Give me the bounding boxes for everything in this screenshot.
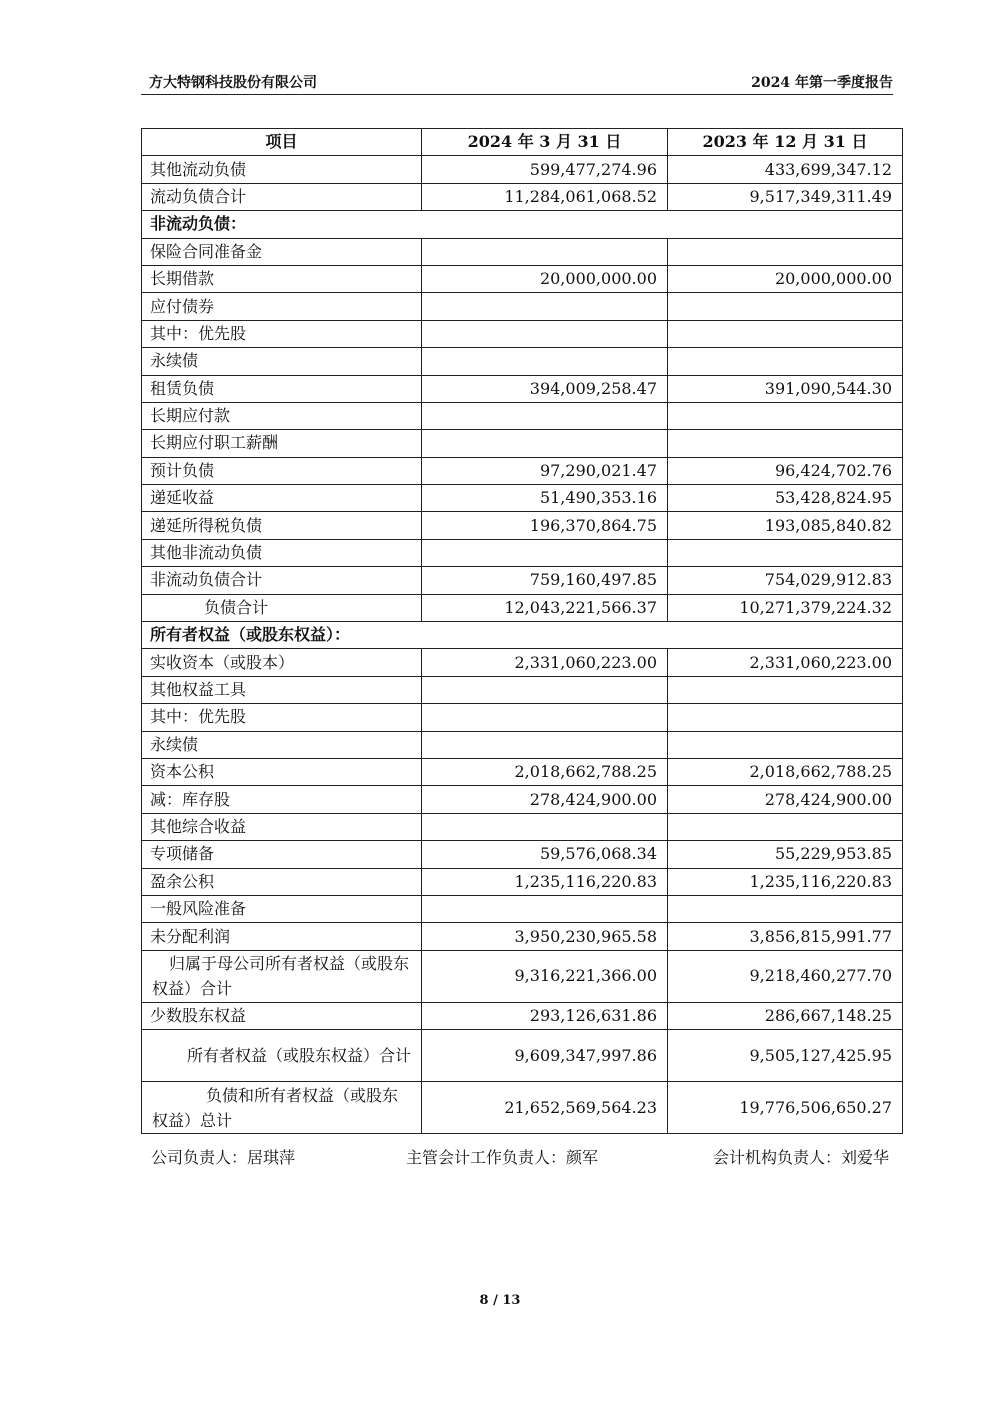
row-value-2024: 59,576,068.34 (422, 841, 668, 868)
row-value-2023: 19,776,506,650.27 (668, 1082, 903, 1134)
company-name: 方大特钢科技股份有限公司 (149, 75, 317, 91)
row-value-2023 (668, 402, 903, 429)
section-row (142, 211, 903, 238)
row-value-2024 (422, 348, 668, 375)
row-label: 归属于母公司所有者权益（或股东权益）合计 (142, 950, 422, 1002)
table-row (142, 539, 903, 566)
row-value-2023: 2,331,060,223.00 (668, 649, 903, 676)
section-row (142, 622, 903, 649)
row-label: 永续债 (142, 731, 422, 758)
table-row (142, 402, 903, 429)
row-label: 资本公积 (142, 758, 422, 785)
row-value-2024: 196,370,864.75 (422, 512, 668, 539)
accounting-head-signature: 主管会计工作负责人：颜军 (406, 1148, 599, 1167)
row-label: 未分配利润 (142, 923, 422, 950)
row-value-2024 (422, 676, 668, 703)
row-label: 其他权益工具 (142, 676, 422, 703)
row-value-2024: 20,000,000.00 (422, 265, 668, 292)
row-label: 永续债 (142, 348, 422, 375)
row-value-2023: 20,000,000.00 (668, 265, 903, 292)
table-row (142, 1030, 903, 1082)
row-value-2024: 9,609,347,997.86 (422, 1030, 668, 1082)
row-value-2023: 433,699,347.12 (668, 156, 903, 183)
row-value-2023 (668, 320, 903, 347)
row-value-2023 (668, 813, 903, 840)
table-row (142, 676, 903, 703)
column-header-item: 项目 (142, 129, 422, 156)
row-value-2023: 278,424,900.00 (668, 786, 903, 813)
table-row (142, 457, 903, 484)
row-value-2024: 9,316,221,366.00 (422, 950, 668, 1002)
row-value-2023 (668, 895, 903, 922)
table-row (142, 485, 903, 512)
table-row (142, 649, 903, 676)
row-label: 其中：优先股 (142, 320, 422, 347)
row-value-2023 (668, 238, 903, 265)
row-value-2023: 55,229,953.85 (668, 841, 903, 868)
row-label: 租赁负债 (142, 375, 422, 402)
table-row (142, 375, 903, 402)
row-label: 应付债券 (142, 293, 422, 320)
row-value-2024 (422, 430, 668, 457)
table-row (142, 1082, 903, 1134)
table-row (142, 731, 903, 758)
table-row (142, 320, 903, 347)
row-label: 负债合计 (142, 594, 422, 621)
row-value-2024 (422, 895, 668, 922)
table-row (142, 895, 903, 922)
row-value-2023: 2,018,662,788.25 (668, 758, 903, 785)
row-label: 其他流动负债 (142, 156, 422, 183)
row-value-2023 (668, 704, 903, 731)
row-value-2024: 21,652,569,564.23 (422, 1082, 668, 1134)
row-label: 减：库存股 (142, 786, 422, 813)
row-value-2024: 3,950,230,965.58 (422, 923, 668, 950)
table-row (142, 183, 903, 210)
row-label: 负债和所有者权益（或股东权益）总计 (142, 1082, 422, 1134)
row-value-2023 (668, 731, 903, 758)
row-value-2023 (668, 539, 903, 566)
row-label: 长期借款 (142, 265, 422, 292)
row-label: 所有者权益（或股东权益）合计 (142, 1030, 422, 1082)
table-row (142, 758, 903, 785)
company-head-signature: 公司负责人：居琪萍 (151, 1148, 296, 1167)
row-value-2024: 2,018,662,788.25 (422, 758, 668, 785)
table-row (142, 1002, 903, 1029)
row-value-2023 (668, 348, 903, 375)
row-label: 保险合同准备金 (142, 238, 422, 265)
row-value-2023: 1,235,116,220.83 (668, 868, 903, 895)
row-label: 专项储备 (142, 841, 422, 868)
page-header (141, 72, 893, 95)
table-row (142, 813, 903, 840)
row-label: 实收资本（或股本） (142, 649, 422, 676)
row-value-2024: 759,160,497.85 (422, 567, 668, 594)
row-value-2023: 9,218,460,277.70 (668, 950, 903, 1002)
row-value-2024: 278,424,900.00 (422, 786, 668, 813)
row-label: 长期应付职工薪酬 (142, 430, 422, 457)
table-row (142, 567, 903, 594)
row-value-2023 (668, 676, 903, 703)
table-row (142, 348, 903, 375)
table-row (142, 868, 903, 895)
row-label: 盈余公积 (142, 868, 422, 895)
table-row (142, 430, 903, 457)
section-title: 非流动负债： (142, 211, 903, 238)
column-header-2023: 2023 年 12 月 31 日 (668, 129, 903, 156)
row-label: 其他综合收益 (142, 813, 422, 840)
row-value-2024 (422, 238, 668, 265)
row-value-2024 (422, 539, 668, 566)
row-value-2024: 12,043,221,566.37 (422, 594, 668, 621)
section-title: 所有者权益（或股东权益）： (142, 622, 903, 649)
table-row (142, 950, 903, 1002)
report-title: 2024 年第一季度报告 (751, 75, 893, 91)
row-label: 流动负债合计 (142, 183, 422, 210)
row-label: 少数股东权益 (142, 1002, 422, 1029)
row-value-2023: 754,029,912.83 (668, 567, 903, 594)
row-value-2023 (668, 430, 903, 457)
row-value-2024: 2,331,060,223.00 (422, 649, 668, 676)
row-value-2023: 9,505,127,425.95 (668, 1030, 903, 1082)
row-label: 长期应付款 (142, 402, 422, 429)
row-value-2023: 193,085,840.82 (668, 512, 903, 539)
row-value-2024 (422, 402, 668, 429)
row-value-2023: 53,428,824.95 (668, 485, 903, 512)
table-row (142, 786, 903, 813)
row-value-2024: 11,284,061,068.52 (422, 183, 668, 210)
balance-sheet-table (141, 128, 903, 1134)
row-value-2023: 96,424,702.76 (668, 457, 903, 484)
page-number: 8 / 13 (479, 1293, 521, 1308)
row-value-2024: 394,009,258.47 (422, 375, 668, 402)
table-row (142, 923, 903, 950)
row-label: 递延所得税负债 (142, 512, 422, 539)
row-value-2024 (422, 293, 668, 320)
row-value-2023: 3,856,815,991.77 (668, 923, 903, 950)
table-row (142, 594, 903, 621)
column-header-2024: 2024 年 3 月 31 日 (422, 129, 668, 156)
row-value-2024: 51,490,353.16 (422, 485, 668, 512)
row-value-2023: 9,517,349,311.49 (668, 183, 903, 210)
table-row (142, 841, 903, 868)
row-label: 递延收益 (142, 485, 422, 512)
row-value-2024: 599,477,274.96 (422, 156, 668, 183)
row-value-2024 (422, 813, 668, 840)
row-value-2023: 391,090,544.30 (668, 375, 903, 402)
row-value-2024 (422, 704, 668, 731)
row-value-2024: 1,235,116,220.83 (422, 868, 668, 895)
row-label: 其中：优先股 (142, 704, 422, 731)
row-value-2023 (668, 293, 903, 320)
table-row (142, 512, 903, 539)
row-label: 其他非流动负债 (142, 539, 422, 566)
row-label: 预计负债 (142, 457, 422, 484)
accounting-org-head-signature: 会计机构负责人：刘爱华 (713, 1148, 890, 1167)
table-row (142, 265, 903, 292)
table-row (142, 238, 903, 265)
row-value-2024: 97,290,021.47 (422, 457, 668, 484)
row-value-2024 (422, 320, 668, 347)
row-label: 一般风险准备 (142, 895, 422, 922)
table-row (142, 293, 903, 320)
row-value-2023: 286,667,148.25 (668, 1002, 903, 1029)
table-row (142, 704, 903, 731)
row-value-2024 (422, 731, 668, 758)
row-value-2024: 293,126,631.86 (422, 1002, 668, 1029)
row-value-2023: 10,271,379,224.32 (668, 594, 903, 621)
table-row (142, 156, 903, 183)
row-label: 非流动负债合计 (142, 567, 422, 594)
table-header-row (142, 129, 903, 156)
